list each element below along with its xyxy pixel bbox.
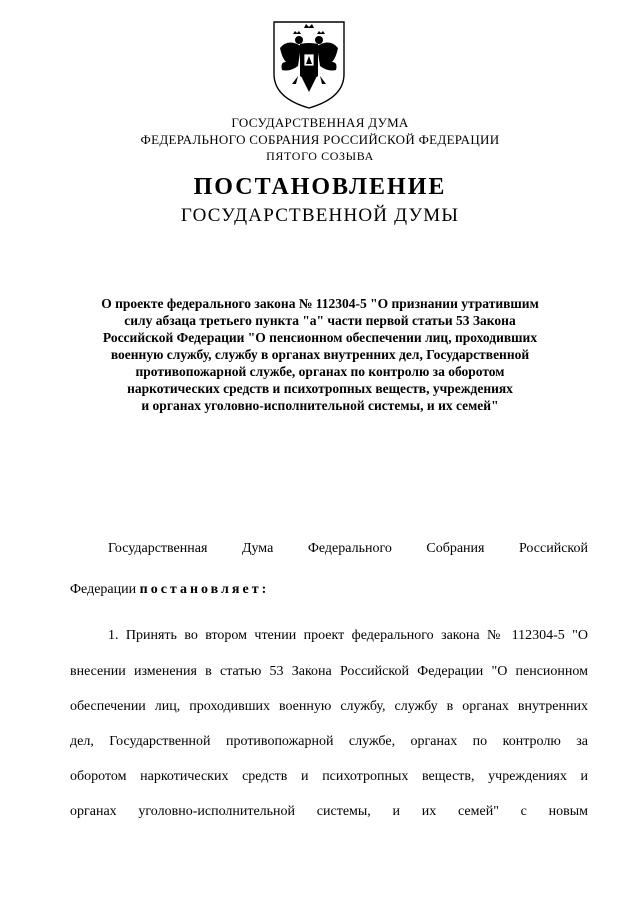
paragraph-line: обеспечении лиц, проходивших военную службу, службу в органах внутренних (70, 699, 588, 714)
intro-text-line (70, 582, 588, 598)
document-issuer-subtitle: ГОСУДАРСТВЕННОЙ ДУМЫ (180, 205, 460, 226)
subject-line: О проекте федерального закона № 112304-5 "О признании утратившим (101, 296, 539, 311)
subject-line: Российской Федерации "О пенсионном обеспечении лиц, проходивших (102, 330, 538, 345)
subject-line: и органах уголовно-исполнительной системы, и их семей" (141, 398, 499, 413)
paragraph-line: оборотом наркотических средств и психотропных веществ, учреждениях и (70, 769, 588, 784)
document-type-title: ПОСТАНОВЛЕНИЕ (193, 174, 447, 200)
subject-line: противопожарной службе, органах по контролю за оборотом (135, 364, 505, 379)
subject-line: наркотических средств и психотропных веществ, учреждениях (127, 381, 513, 396)
intro-prefix: Федерации (70, 582, 140, 597)
org-name-line-2: ФЕДЕРАЛЬНОГО СОБРАНИЯ РОССИЙСКОЙ ФЕДЕРАЦИИ (140, 132, 500, 147)
org-name-line-1: ГОСУДАРСТВЕННАЯ ДУМА (231, 115, 409, 130)
convocation-line: ПЯТОГО СОЗЫВА (266, 149, 374, 163)
paragraph-line: 1. Принять во втором чтении проект федерального закона № 112304-5 "О (108, 628, 588, 643)
coat-of-arms-icon (270, 18, 348, 110)
subject-line: силу абзаца третьего пункта "а" части первой статьи 53 Закона (124, 313, 516, 328)
paragraph-line: внесении изменения в статью 53 Закона Российской Федерации "О пенсионном (70, 664, 588, 679)
intro-text-line: Государственная Дума Федерального Собрания Российской (108, 541, 588, 556)
document-subject (70, 295, 570, 414)
subject-line: военную службу, службу в органах внутренних дел, Государственной (110, 347, 530, 362)
paragraph-line: органах уголовно-исполнительной системы, и их семей" с новым (70, 804, 588, 819)
paragraph-line: дел, Государственной противопожарной службе, органах по контролю за (70, 734, 588, 749)
resolution-verb: постановляет: (139, 582, 270, 597)
